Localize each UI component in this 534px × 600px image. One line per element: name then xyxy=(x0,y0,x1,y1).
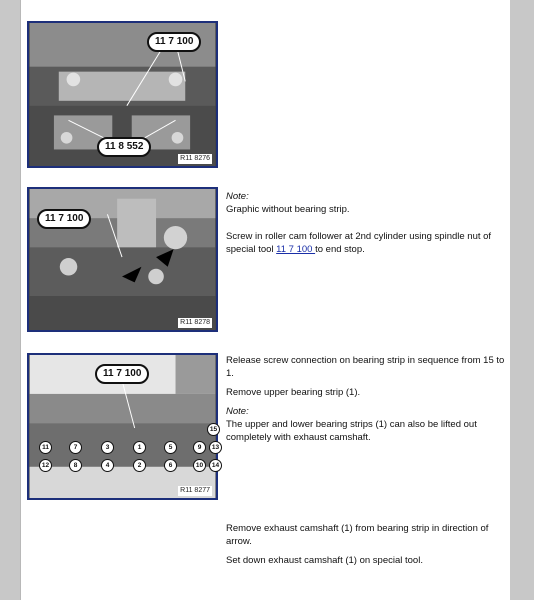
callout-tool-11-7-100: 11 7 100 xyxy=(95,364,149,384)
sequence-number-badge: 7 xyxy=(69,441,82,454)
sequence-number-badge: 11 xyxy=(39,441,52,454)
sequence-number-badge: 4 xyxy=(101,459,114,472)
note-text: Graphic without bearing strip. xyxy=(226,204,350,215)
step-screw-in-follower: Screw in roller cam follower at 2nd cylinder using spindle nut of special tool 11 7 100 to end stop. xyxy=(226,231,492,255)
figure-ref: R11 8277 xyxy=(180,487,210,494)
manual-page xyxy=(20,0,512,600)
sequence-number-badge: 5 xyxy=(164,441,177,454)
callout-tool-11-7-100: 11 7 100 xyxy=(37,209,91,229)
sequence-number-badge: 8 xyxy=(69,459,82,472)
sequence-number-badge: 12 xyxy=(39,459,52,472)
figure-camshaft-tool xyxy=(27,21,218,168)
window-right-margin xyxy=(510,0,534,600)
sequence-number-badge: 3 xyxy=(101,441,114,454)
figure-ref: R11 8278 xyxy=(180,319,210,326)
step-set-down-camshaft: Set down exhaust camshaft (1) on special tool. xyxy=(226,555,423,566)
note-label: Note: xyxy=(226,406,249,417)
step-remove-camshaft: Remove exhaust camshaft (1) from bearing strip in direction of arrow. xyxy=(226,523,489,547)
figure-bearing-strip-sequence xyxy=(27,353,218,500)
sequence-number-badge: 15 xyxy=(207,423,220,436)
step-remove-upper-strip: Remove upper bearing strip (1). xyxy=(226,387,361,398)
figure-roller-cam-follower xyxy=(27,187,218,332)
sequence-number-badge: 10 xyxy=(193,459,206,472)
note-text: The upper and lower bearing strips (1) can also be lifted out completely with exhaust camshaft. xyxy=(226,419,477,443)
special-tool-link[interactable]: 11 7 100 xyxy=(276,244,316,255)
figure-ref: R11 8276 xyxy=(180,155,210,162)
section-exhaust-camshaft xyxy=(226,522,506,573)
sequence-number-badge: 1 xyxy=(133,441,146,454)
step-release-screws: Release screw connection on bearing strip in sequence from 15 to 1. xyxy=(226,355,505,379)
section-bearing-strip xyxy=(226,354,506,450)
section-roller-cam xyxy=(226,190,506,262)
sequence-number-badge: 14 xyxy=(209,459,222,472)
note-label: Note: xyxy=(226,191,249,202)
callout-tool-11-8-552: 11 8 552 xyxy=(97,137,151,157)
callout-tool-11-7-100: 11 7 100 xyxy=(147,32,201,52)
sequence-number-badge: 6 xyxy=(164,459,177,472)
sequence-number-badge: 9 xyxy=(193,441,206,454)
sequence-number-badge: 13 xyxy=(209,441,222,454)
sequence-number-badge: 2 xyxy=(133,459,146,472)
